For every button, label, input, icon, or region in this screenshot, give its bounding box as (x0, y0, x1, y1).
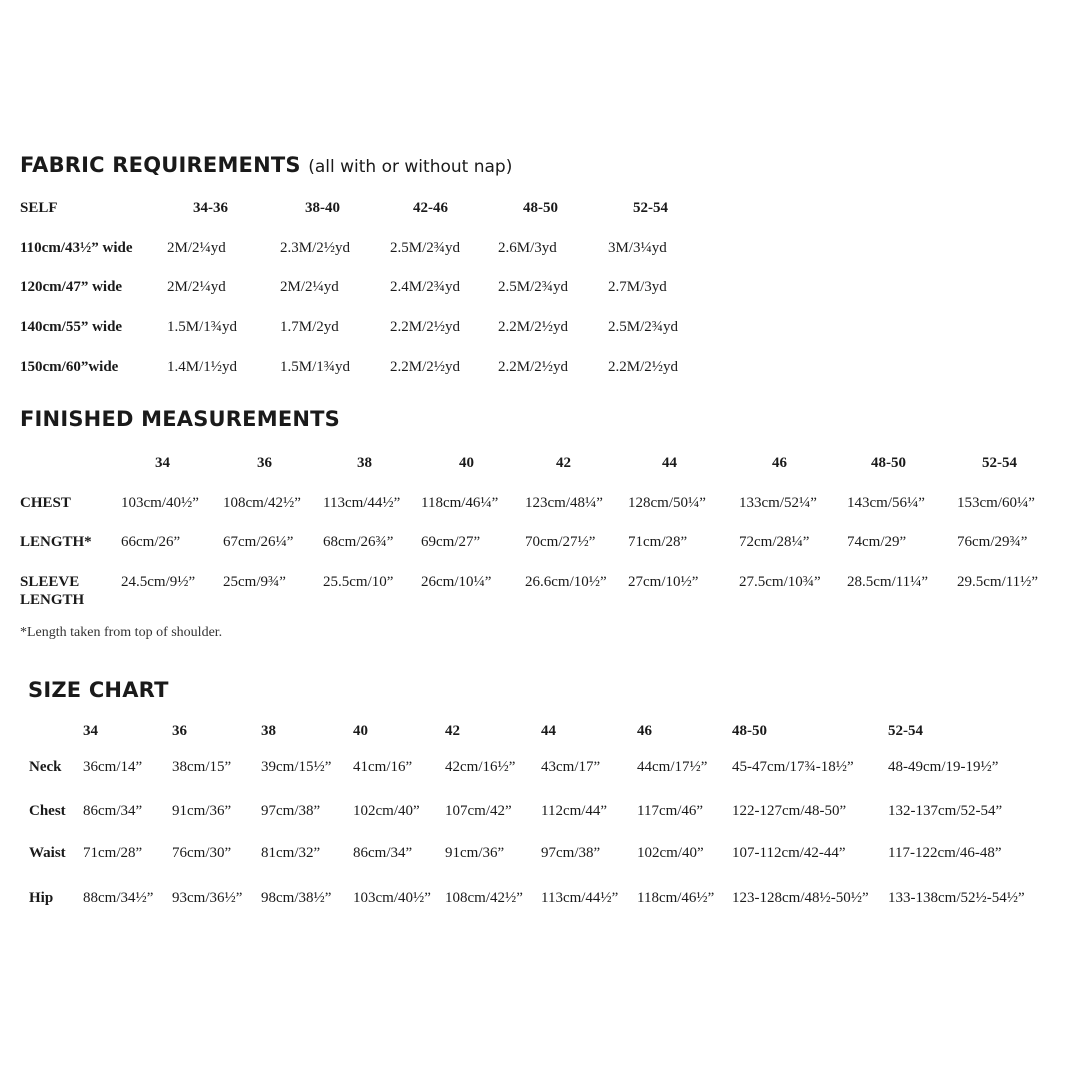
size-chart-cell: 107cm/42” (445, 803, 512, 819)
size-column-header: 46 (772, 455, 787, 471)
size-chart-cell: 76cm/30” (172, 845, 232, 861)
fabric-amount-cell: 1.7M/2yd (280, 319, 339, 335)
fabric-width-label: 140cm/55” wide (20, 319, 123, 335)
size-chart-cell: 117cm/46” (637, 803, 704, 819)
size-chart-cell: 123-128cm/48½-50½” (732, 890, 869, 906)
measurement-cell: 71cm/28” (628, 534, 688, 550)
measurement-cell: 27cm/10½” (628, 574, 699, 590)
size-chart-cell: 88cm/34½” (83, 890, 154, 906)
fabric-amount-cell: 1.5M/1¾yd (167, 319, 238, 335)
fabric-width-label: 110cm/43½” wide (20, 240, 133, 256)
fabric-amount-cell: 2M/2¼yd (167, 279, 226, 295)
size-chart-cell: 102cm/40” (637, 845, 704, 861)
measurement-cell: 68cm/26¾” (323, 534, 394, 550)
fabric-amount-cell: 2.2M/2½yd (498, 319, 569, 335)
size-column-header: 34-36 (193, 200, 228, 216)
size-chart-cell: 45-47cm/17¾-18½” (732, 759, 854, 775)
size-chart-cell: 38cm/15” (172, 759, 232, 775)
size-chart-cell: 86cm/34” (83, 803, 143, 819)
size-chart-cell: 132-137cm/52-54” (888, 803, 1003, 819)
measurement-cell: 123cm/48¼” (525, 495, 603, 511)
measurement-cell: 25cm/9¾” (223, 574, 286, 590)
measurement-cell: 67cm/26¼” (223, 534, 294, 550)
finished-measurements-title: FINISHED MEASUREMENTS (20, 407, 340, 431)
size-column-header: 40 (459, 455, 474, 471)
measurement-cell: 25.5cm/10” (323, 574, 394, 590)
size-chart-cell: 117-122cm/46-48” (888, 845, 1002, 861)
size-chart-cell: 41cm/16” (353, 759, 413, 775)
size-column-header: 52-54 (888, 723, 923, 739)
size-chart-cell: 113cm/44½” (541, 890, 619, 906)
size-chart-cell: 118cm/46½” (637, 890, 715, 906)
size-chart-cell: 71cm/28” (83, 845, 143, 861)
fabric-width-label: 120cm/47” wide (20, 279, 123, 295)
size-chart-cell: 122-127cm/48-50” (732, 803, 847, 819)
size-column-header: 44 (541, 723, 556, 739)
fabric-amount-cell: 2.2M/2½yd (498, 359, 569, 375)
size-column-header: 44 (662, 455, 677, 471)
size-chart-cell: 91cm/36” (172, 803, 232, 819)
size-chart-cell: 93cm/36½” (172, 890, 243, 906)
body-measure-label: Neck (29, 759, 62, 775)
size-column-header: 36 (257, 455, 272, 471)
size-column-header: 48-50 (871, 455, 906, 471)
size-chart-cell: 44cm/17½” (637, 759, 708, 775)
measurement-cell: 118cm/46¼” (421, 495, 499, 511)
size-chart-cell: 107-112cm/42-44” (732, 845, 846, 861)
fabric-amount-cell: 2.2M/2½yd (390, 319, 461, 335)
size-chart-cell: 108cm/42½” (445, 890, 523, 906)
fabric-amount-cell: 3M/3¼yd (608, 240, 667, 256)
fabric-amount-cell: 2.5M/2¾yd (498, 279, 569, 295)
size-column-header: 48-50 (732, 723, 767, 739)
measurement-cell: 113cm/44½” (323, 495, 401, 511)
measurement-cell: 103cm/40½” (121, 495, 199, 511)
size-column-header: 36 (172, 723, 187, 739)
size-column-header: 40 (353, 723, 368, 739)
measurement-cell: 24.5cm/9½” (121, 574, 196, 590)
size-chart-cell: 36cm/14” (83, 759, 143, 775)
self-corner-label: SELF (20, 200, 58, 216)
size-chart-cell: 43cm/17” (541, 759, 601, 775)
fabric-amount-cell: 2.5M/2¾yd (608, 319, 679, 335)
size-chart-cell: 102cm/40” (353, 803, 420, 819)
measurement-cell: 72cm/28¼” (739, 534, 810, 550)
size-column-header: 52-54 (633, 200, 668, 216)
size-chart-cell: 39cm/15½” (261, 759, 332, 775)
fabric-requirements-heading (20, 153, 512, 177)
size-column-header: 46 (637, 723, 652, 739)
measurement-cell: 70cm/27½” (525, 534, 596, 550)
measurement-cell: 76cm/29¾” (957, 534, 1028, 550)
body-measure-label: Hip (29, 890, 54, 906)
fabric-requirements-title: FABRIC REQUIREMENTS (20, 153, 301, 177)
size-column-header: 34 (155, 455, 170, 471)
size-chart-title: SIZE CHART (28, 678, 169, 702)
size-chart-cell: 97cm/38” (261, 803, 321, 819)
size-column-header: 52-54 (982, 455, 1017, 471)
fabric-width-label: 150cm/60”wide (20, 359, 119, 375)
size-column-header: 34 (83, 723, 98, 739)
measurement-cell: 27.5cm/10¾” (739, 574, 821, 590)
body-measure-label: Waist (29, 845, 66, 861)
size-chart-cell: 48-49cm/19-19½” (888, 759, 999, 775)
fabric-amount-cell: 2M/2¼yd (280, 279, 339, 295)
size-column-header: 38-40 (305, 200, 340, 216)
measurement-row-label-line2: LENGTH (20, 592, 85, 608)
size-column-header: 42 (556, 455, 571, 471)
measurement-cell: 133cm/52¼” (739, 495, 817, 511)
measurement-row-label: SLEEVE (20, 574, 80, 590)
size-chart-cell: 81cm/32” (261, 845, 321, 861)
size-column-header: 38 (261, 723, 276, 739)
size-column-header: 42-46 (413, 200, 448, 216)
body-measure-label: Chest (29, 803, 66, 819)
size-chart-cell: 91cm/36” (445, 845, 505, 861)
measurement-cell: 74cm/29” (847, 534, 907, 550)
size-chart-cell: 86cm/34” (353, 845, 413, 861)
fabric-amount-cell: 2.4M/2¾yd (390, 279, 461, 295)
fabric-amount-cell: 2.5M/2¾yd (390, 240, 461, 256)
fabric-requirements-subtitle: (all with or without nap) (308, 157, 513, 177)
measurement-cell: 143cm/56¼” (847, 495, 925, 511)
fabric-amount-cell: 2.6M/3yd (498, 240, 557, 256)
size-chart-cell: 42cm/16½” (445, 759, 516, 775)
fabric-amount-cell: 2.2M/2½yd (608, 359, 679, 375)
fabric-amount-cell: 1.4M/1½yd (167, 359, 238, 375)
measurement-row-label: LENGTH* (20, 534, 92, 550)
size-chart-cell: 133-138cm/52½-54½” (888, 890, 1025, 906)
length-footnote: *Length taken from top of shoulder. (20, 625, 223, 640)
measurement-cell: 29.5cm/11½” (957, 574, 1039, 590)
size-column-header: 38 (357, 455, 372, 471)
size-chart-cell: 97cm/38” (541, 845, 601, 861)
measurement-row-label: CHEST (20, 495, 71, 511)
measurement-cell: 28.5cm/11¼” (847, 574, 929, 590)
fabric-amount-cell: 2.3M/2½yd (280, 240, 351, 256)
size-column-header: 42 (445, 723, 460, 739)
fabric-amount-cell: 2.7M/3yd (608, 279, 667, 295)
size-chart-cell: 112cm/44” (541, 803, 608, 819)
measurement-cell: 69cm/27” (421, 534, 481, 550)
measurement-cell: 128cm/50¼” (628, 495, 706, 511)
fabric-amount-cell: 2M/2¼yd (167, 240, 226, 256)
fabric-amount-cell: 1.5M/1¾yd (280, 359, 351, 375)
fabric-amount-cell: 2.2M/2½yd (390, 359, 461, 375)
size-column-header: 48-50 (523, 200, 558, 216)
measurement-cell: 66cm/26” (121, 534, 181, 550)
measurement-cell: 108cm/42½” (223, 495, 301, 511)
measurement-cell: 153cm/60¼” (957, 495, 1035, 511)
measurement-cell: 26cm/10¼” (421, 574, 492, 590)
measurement-cell: 26.6cm/10½” (525, 574, 607, 590)
size-chart-cell: 103cm/40½” (353, 890, 431, 906)
size-chart-cell: 98cm/38½” (261, 890, 332, 906)
